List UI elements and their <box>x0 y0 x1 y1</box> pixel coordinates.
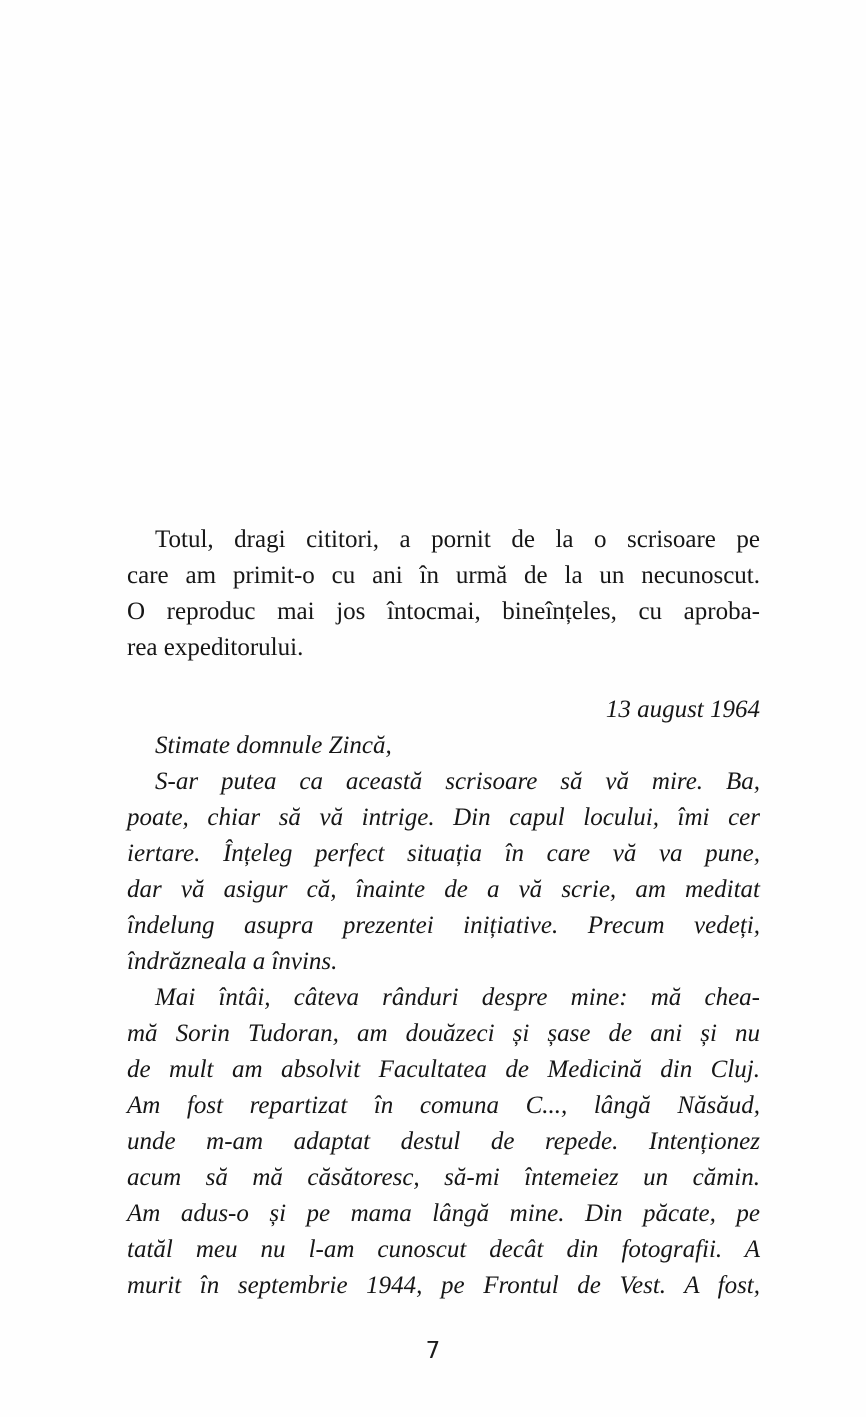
text-line: îndrăzneala a învins. <box>127 948 338 975</box>
text-line: unde m-am adaptat destul de repede. Intenționez <box>127 1128 760 1155</box>
text-line: Mai întâi, câteva rânduri despre mine: mă chea- <box>155 984 760 1011</box>
text-line: care am primit-o cu ani în urmă de la un necunoscut. <box>127 562 760 589</box>
page-text-block <box>127 522 760 1304</box>
text-line: O reproduc mai jos întocmai, bineînțeles, cu aproba- <box>127 598 760 625</box>
text-line: îndelung asupra prezentei inițiative. Precum vedeți, <box>127 912 760 939</box>
text-line: Totul, dragi cititori, a pornit de la o scrisoare pe <box>155 526 760 553</box>
text-line: dar vă asigur că, înainte de a vă scrie, am meditat <box>127 876 760 903</box>
text-line: poate, chiar să vă intrige. Din capul locului, îmi cer <box>127 804 760 831</box>
text-line: Am adus-o și pe mama lângă mine. Din păcate, pe <box>127 1200 760 1227</box>
text-line: S-ar putea ca această scrisoare să vă mire. Ba, <box>155 768 760 795</box>
text-line: Am fost repartizat în comuna C..., lângă Năsăud, <box>127 1092 760 1119</box>
text-line: Stimate domnule Zincă, <box>155 732 392 759</box>
text-line: rea expeditorului. <box>127 634 304 661</box>
text-line: murit în septembrie 1944, pe Frontul de Vest. A fost, <box>127 1272 760 1299</box>
text-line: mă Sorin Tudoran, am douăzeci și șase de ani și nu <box>127 1020 760 1047</box>
text-line: 13 august 1964 <box>605 696 760 723</box>
text-line: iertare. Înțeleg perfect situația în care vă va pune, <box>127 840 760 867</box>
text-line: acum să mă căsătoresc, să-mi întemeiez un cămin. <box>127 1164 760 1191</box>
text-line: tatăl meu nu l-am cunoscut decât din fotografii. A <box>127 1236 760 1263</box>
page-number: 7 <box>425 1338 441 1364</box>
text-line: de mult am absolvit Facultatea de Medicină din Cluj. <box>127 1056 760 1083</box>
